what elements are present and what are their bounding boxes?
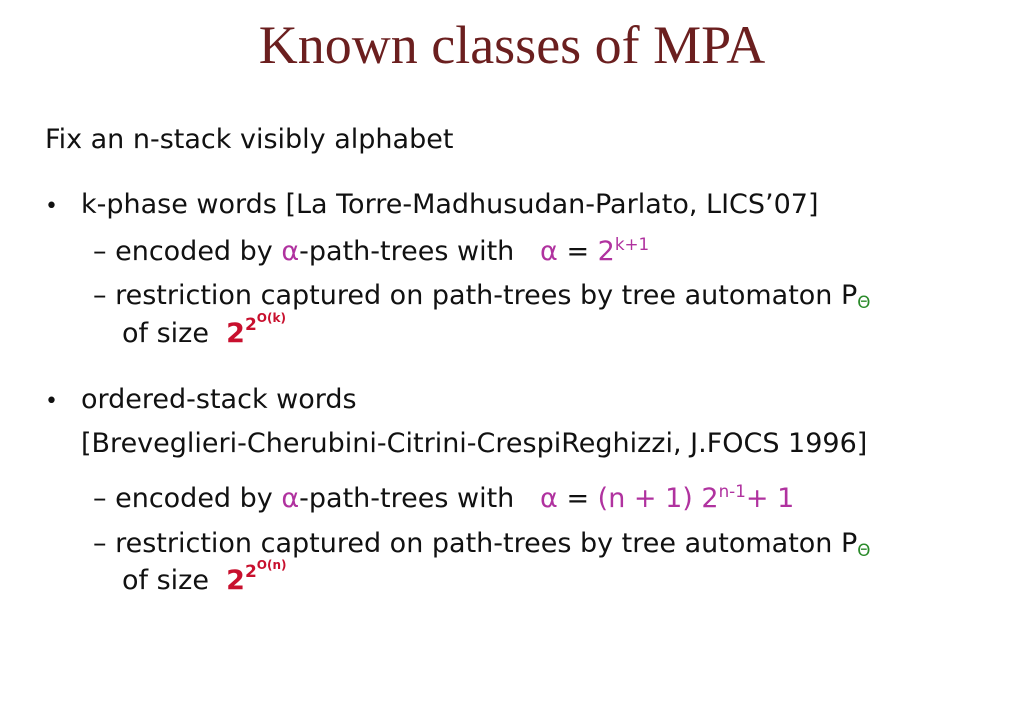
dash: – [93, 236, 107, 268]
dash: – [93, 483, 107, 515]
alpha-value: (n + 1) $2^{n-1}+ 1$ [597, 481, 795, 515]
item-text: encoded by [115, 236, 282, 268]
section1-heading: k-phase words [La Torre-Madhusudan-Parlato, LICS’07] [81, 189, 819, 220]
section2-item2 [93, 530, 870, 559]
section1-item2 [93, 282, 870, 311]
section1-size [122, 311, 286, 349]
section2-citation: [Breveglieri-Cherubini-Citrini-CrespiReghizzi, J.FOCS 1996] [81, 428, 868, 459]
size-label: of size [122, 318, 209, 349]
theta-subscript: Θ [857, 540, 871, 561]
bullet-1: • [45, 194, 58, 219]
item-text-2: -path-trees with [299, 483, 515, 515]
alpha-value: $2^{k+1}$ [597, 234, 650, 268]
item-text-2: -path-trees with [299, 236, 515, 268]
item-text: encoded by [115, 483, 282, 515]
equals-sign: = [557, 483, 598, 515]
alpha-symbol-2: α [540, 483, 558, 515]
section2-item1 [93, 481, 795, 515]
slide-title: Known classes of MPA [258, 15, 766, 75]
alpha-symbol: α [281, 483, 300, 515]
theta-subscript: Θ [857, 292, 871, 313]
item-text: restriction captured on path-trees by tree automaton P [115, 528, 858, 559]
size-label: of size [122, 565, 209, 596]
size-value: $2^{2O(k)}$ [226, 311, 286, 349]
size-value: $2^{2O(n)}$ [226, 558, 287, 596]
section1-item1 [93, 234, 650, 268]
equals-sign: = [557, 236, 598, 268]
dash: – [93, 280, 107, 311]
intro-text: Fix an n-stack visibly alphabet [45, 124, 454, 155]
dash: – [93, 528, 107, 559]
alpha-symbol: α [281, 236, 300, 268]
alpha-symbol-2: α [540, 236, 558, 268]
section2-heading: ordered-stack words [81, 384, 357, 415]
section2-size [122, 558, 287, 596]
item-text: restriction captured on path-trees by tree automaton P [115, 280, 858, 311]
bullet-2: • [45, 389, 58, 414]
